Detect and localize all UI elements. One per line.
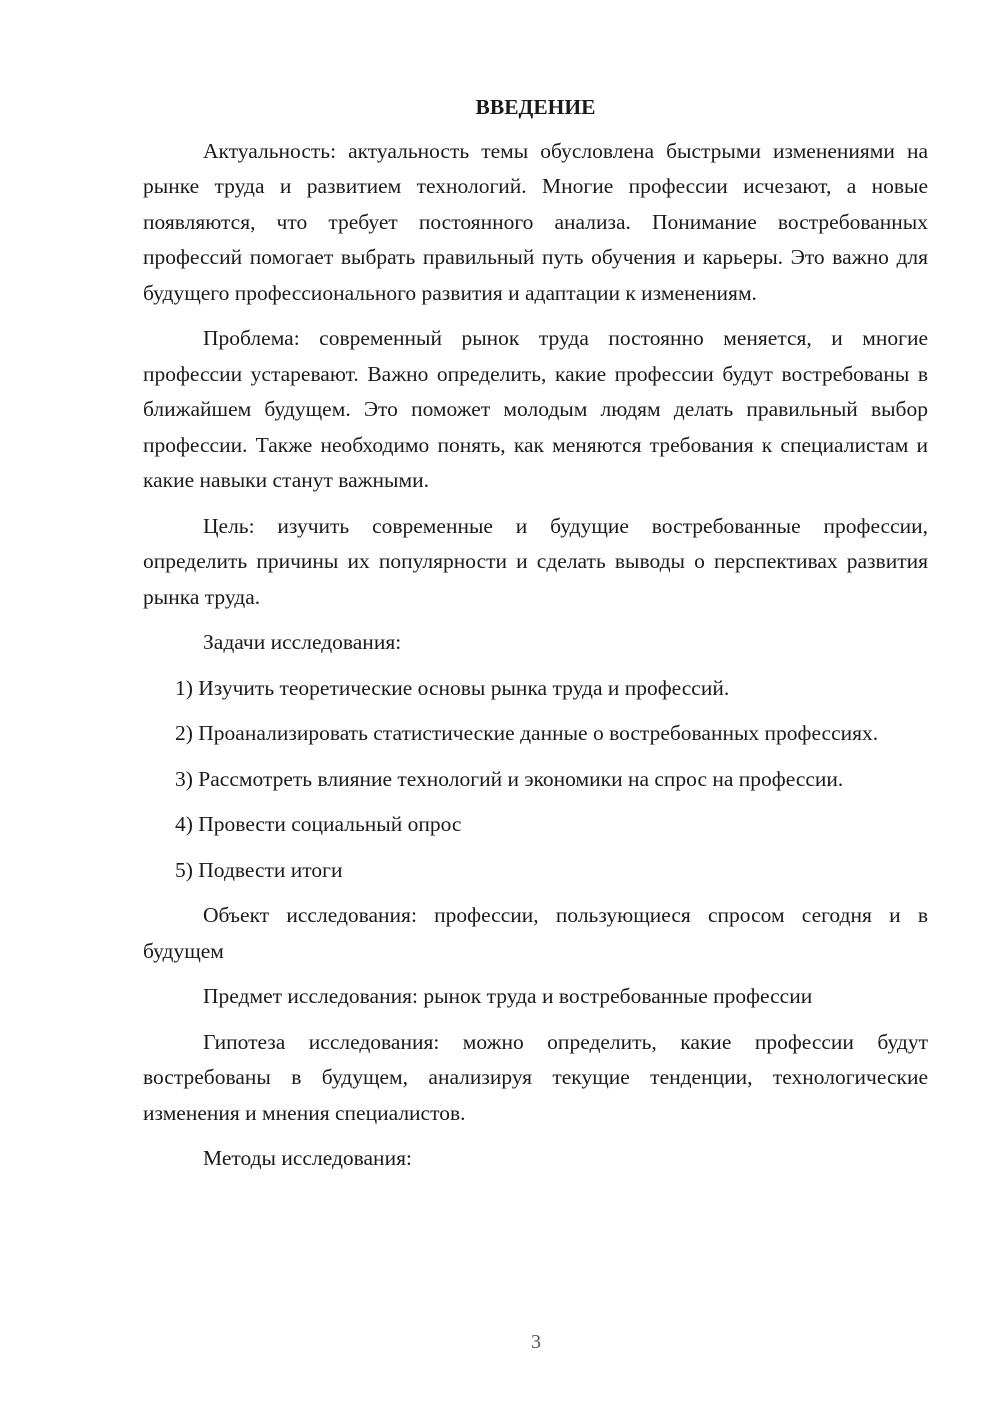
page-content [143, 90, 928, 1187]
task-item-4: 4) Провести социальный опрос [175, 812, 462, 836]
task-item-2: 2) Проанализировать статистические данные о востребованных профессиях. [175, 721, 879, 745]
page-number: 3 [531, 1331, 541, 1353]
page-title: ВВЕДЕНИЕ [475, 95, 596, 119]
paragraph-tasks-heading: Задачи исследования: [203, 630, 402, 654]
paragraph-problem: Проблема: современный рынок труда постоянно меняется, и многие профессии устаревают. Важно определить, какие профессии будут востребованы в ближайшем будущем. Это поможет молодым людям делать правильный выбор профессии. Также необходимо понять, как меняются требования к специалистам и какие навыки станут важными. [143, 326, 928, 492]
task-item-3: 3) Рассмотреть влияние технологий и экономики на спрос на профессии. [175, 766, 844, 791]
paragraph-hypothesis: Гипотеза исследования: можно определить, какие профессии будут востребованы в будущем, анализируя текущие тенденции, технологические изменения и мнения специалистов. [143, 1029, 928, 1125]
paragraph-methods: Методы исследования: [203, 1146, 412, 1170]
paragraph-subject: Предмет исследования: рынок труда и востребованные профессии [203, 984, 813, 1008]
paragraph-relevance: Актуальность: актуальность темы обусловлена быстрыми изменениями на рынке труда и развитием технологий. Многие профессии исчезают, а новые появляются, что требует постоянного анализа. Понимание востребованных профессий помогает выбрать правильный путь обучения и карьеры. Это важно для будущего профессионального развития и адаптации к изменениям. [143, 138, 928, 305]
task-item-1: 1) Изучить теоретические основы рынка труда и профессий. [175, 675, 730, 700]
paragraph-object: Объект исследования: профессии, пользующиеся спросом сегодня и в будущем [143, 903, 928, 963]
task-item-5: 5) Подвести итоги [175, 857, 343, 882]
paragraph-goal: Цель: изучить современные и будущие востребованные профессии, определить причины их популярности и сделать выводы о перспективах развития рынка труда. [143, 513, 928, 609]
